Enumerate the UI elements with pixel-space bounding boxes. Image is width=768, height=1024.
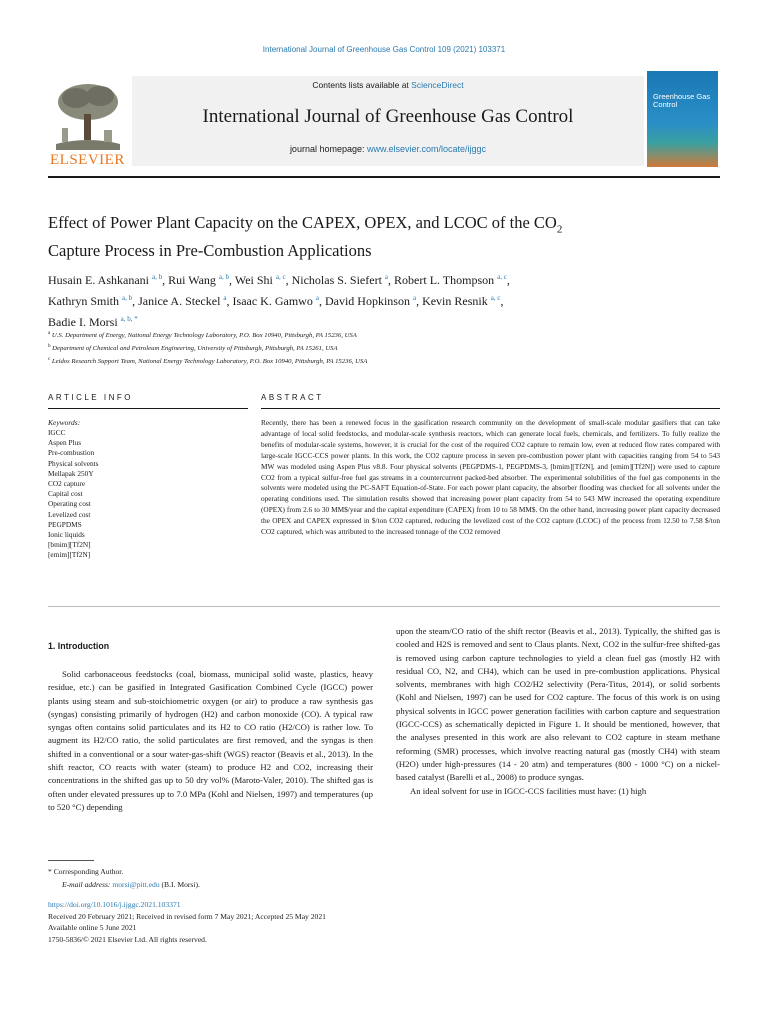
author-name[interactable]: Janice A. Steckel [138,294,221,308]
author-affiliation-mark[interactable]: a [223,294,227,302]
email-suffix: (B.I. Morsi). [159,879,200,889]
contents-prefix: Contents lists available at [312,80,412,90]
affiliation-text: U.S. Department of Energy, National Energy Technology Laboratory, P.O. Box 10940, Pittsburgh, PA 15236, USA [50,332,357,340]
author-name[interactable]: Husain E. Ashkanani [48,273,149,287]
author-affiliation-mark[interactable]: a [384,273,389,281]
keyword-item: Levelized cost [48,509,91,519]
intro-paragraph-1: Solid carbonaceous feedstocks (coal, biomass, municipal solid waste, plastics, heavy residue, etc.) can be gasified in Integrated Gasification Combined Cycle (IGCC) power plants using steam and sub-stoichiometric oxygen (or air) to produce a raw synthesis gas (syngas) consisting primarily of hydrogen (H2) and carbon monoxide (CO). A typical raw syngas often contains solid particulates and its H2 to CO ratio (H2/CO) is rather low. To augment its H2/CO ratio, the solid particulates are first removed, and the syngas is then shifted in a conventional or a sour water-gas-shift (WGS) reactor (Beavis et al., 2013). In the shift reactor, CO reacts with water (steam) to produce H2 and CO2, increasing their concentrations in the shifted gas up to 50 dry vol% (Maroto-Valer, 2010). The shifted gas is often under elevated pressures up to 7.0 MPa (Kohl and Nielsen, 1997) and temperatures (up to 520 °C) depending [48,669,373,812]
cover-title: Greenhouse Gas Control [653,92,711,109]
homepage-line [132,144,644,154]
keywords-list [48,428,248,561]
keyword-item: Capital cost [48,489,83,499]
sciencedirect-link[interactable]: ScienceDirect [411,80,464,90]
homepage-link[interactable]: www.elsevier.com/locate/ijggc [367,144,487,154]
author-affiliation-mark[interactable]: a, c [275,273,286,281]
affiliation-mark: c [48,357,51,363]
author-name[interactable]: Badie I. Morsi [48,315,118,329]
affiliation-mark: a [48,331,51,336]
author-affiliation-mark[interactable]: a, c [490,294,501,302]
abstract-heading: ABSTRACT [261,393,324,402]
keyword-item: PEGPDMS [48,519,82,529]
keyword-item: Operating cost [48,499,91,509]
affiliation-line [48,341,688,354]
email-line [48,879,448,892]
footnote-rule [48,860,94,861]
keyword-item: [emim][Tf2N] [48,550,91,560]
author-affiliation-mark[interactable]: a, c [497,273,507,281]
author-affiliation-mark[interactable]: a [412,294,417,302]
footnotes [48,866,448,891]
author-name[interactable]: Kevin Resnik [422,294,488,308]
keyword-item: Physical solvents [48,458,99,468]
author-list: Husain E. Ashkanani $^{a, b}$, Rui Wang $^{a, b}$, Wei Shi $^{a, c}$, Nicholas S. Siefert $^a$, Robert L. Thompson $^{a, c}$, Kathryn Smith $^{a, b}$, Janice A. Steckel $^a$, Isaac K. Gamwo $^a$, David Hopkinson $^a$, Kevin Resnik $^{a, c}$, Badie I. Morsi $^{a, b, *}$ [48,273,510,329]
received-dates: Received 20 February 2021; Received in revised form 7 May 2021; Accepted 25 May 2021 [48,911,326,921]
masthead-rule [48,176,720,178]
author-affiliation-mark[interactable]: a, b [152,273,163,281]
article-info-heading: ARTICLE INFO [48,393,133,402]
keyword-item: CO2 capture [48,479,86,489]
author-name[interactable]: Rui Wang [168,273,216,287]
corresponding-author-note: * Corresponding Author. [48,867,124,876]
intro-paragraph-2: An ideal solvent for use in IGCC-CCS facilities must have: (1) high [410,785,647,796]
affiliation-text: Department of Chemical and Petroleum Engineering, University of Pittsburgh, Pittsburgh, PA 15261, USA [50,345,338,353]
affiliation-text: Leidos Research Support Team, National Energy Technology Laboratory, P.O. Box 10940, Pittsburgh, PA 15236, USA [50,358,368,366]
journal-reference[interactable]: International Journal of Greenhouse Gas Control 109 (2021) 103371 [262,45,506,54]
affiliation-mark: b [48,344,51,350]
author-affiliation-mark[interactable]: a, b [218,273,230,281]
section-heading-introduction: 1. Introduction [48,641,110,651]
title-line-2: Capture Process in Pre-Combustion Applications [48,241,372,261]
keywords-label: Keywords: [48,418,81,427]
author-name[interactable]: David Hopkinson [324,294,410,308]
keyword-item: Pre-combustion [48,448,95,458]
keyword-item: [bmim][Tf2N] [48,540,91,550]
keyword-item: Aspen Plus [48,438,82,448]
author-affiliation-mark[interactable]: a, b, * [120,315,138,323]
doi-link[interactable]: https://doi.org/10.1016/j.ijggc.2021.103371 [48,900,181,909]
publication-info [48,899,648,945]
affiliation-line [48,354,688,367]
contents-line [132,80,644,90]
available-online: Available online 5 June 2021 [48,923,137,933]
body-column-right [396,625,720,798]
elsevier-wordmark: ELSEVIER [50,152,125,168]
title-subscript: 2 [556,223,563,236]
abstract-text: Recently, there has been a renewed focus in the gasification research community on the development of small-scale modular gasifiers that can take advantage of local solid feedstocks, and modular-scale synthesis reactors, which can generate local fuels, chemicals, and fertilizers. To fully realize the benefits of modular-scale systems, however, it is crucial for the cost of the required CO2 capture to remain low, even at reduced flow rates compared with large-scale IGCC-CCS power plants. In this work, the CO2 capture process in seven pre-combustion power plant with capacities ranging from 54 to 543 MW was modeled using Aspen Plus v8.8. Four physical solvents (PEGPDMS-1, PEGPDMS-3, [bmim][Tf2N], and [emim][Tf2N]) were used to capture CO2 from a typical sulfur-free fuel gas streams in a countercurrent packed-bed absorber. The experimental solubilities of the fuel gas components in the solvents were modeled using the PC-SAFT Equation-of-State. For each power plant capacity, the absorber flooding was checked for all solvents under the operating conditions used. The simulation results showed that increasing power plant capacity from 54 to 543 MW increased the operating expenditure (OPEX) from 2.6 to 30 MM$/year and the capital expenditure (CAPEX) from 10 to 58 MM$. On the other hand, increasing power plant capacity decreased the OPEX and CAPEX expressed in $/ton CO2 captured, reducing the levelized cost of the CO2 capture (LCOC) of the process from 12.50 to 7.58 $/ton CO2 captured, which was attributed to the increased tonnage of the CO2 removed [261,418,720,537]
abstract-rule [261,408,720,409]
author-affiliation-mark[interactable]: a [315,294,319,302]
author-name[interactable]: Robert L. Thompson [394,273,495,287]
article-info-rule [48,408,248,409]
author-affiliation-mark[interactable]: a, b [122,294,133,302]
body-column-left [48,668,373,814]
copyright-line: 1750-5836/© 2021 Elsevier Ltd. All rights reserved. [48,934,207,944]
author-name[interactable]: Nicholas S. Siefert [291,273,382,287]
author-name[interactable]: Wei Shi [234,273,273,287]
affiliations [48,328,688,368]
keyword-item: IGCC [48,428,66,437]
journal-cover-thumbnail[interactable] [647,71,718,167]
keyword-item: Mellapak 250Y [48,468,94,478]
paper-title [48,212,688,262]
author-name[interactable]: Isaac K. Gamwo [232,294,313,308]
author-name[interactable]: Kathryn Smith [48,294,119,308]
homepage-prefix: journal homepage: [289,144,367,154]
email-label: E-mail address: [62,879,113,889]
affiliation-line [48,328,688,341]
intro-paragraph-continued: upon the steam/CO ratio of the shift rector (Beavis et al., 2013). Typically, the shifted gas is cooled and H2S is removed and sent to Claus plants. Next, CO2 in the sulfur-free shifted-gas is removed using carbon capture technologies to yield a clean fuel gas (mostly H2 with residual CO, N2, and CH4), which can be used in pre-combustion applications. Physical solvents, membranes with high CO2/H2 selectivity (Pera-Titus, 2014), or solid sorbents (Kohl and Nielsen, 1997) can be used for CO2 capture. The focus of this work is on using physical solvents in IGCC power generation facilities with carbon capture and sequestration (IGCC-CCS) as schematically depicted in Figure 1. It should be mentioned, however, that the analyses presented in this work are also relevant to CO2 capture in steam methane reforming (SMR) processes, which involve reacting natural gas (mostly CH4) with steam (H2O) under high-pressures (14 - 20 atm) and temperatures (800 - 1000 °C) on a nickel-based catalyst (Barelli et al., 2008) to produce syngas. [396,626,720,783]
journal-title: International Journal of Greenhouse Gas Control [202,106,574,127]
email-link[interactable]: morsi@pitt.edu [112,879,160,889]
abstract-bottom-rule [48,606,720,607]
title-line-1: Effect of Power Plant Capacity on the CAPEX, OPEX, and LCOC of the CO [48,213,557,232]
journal-masthead [48,68,720,172]
keyword-item: Ionic liquids [48,530,85,540]
